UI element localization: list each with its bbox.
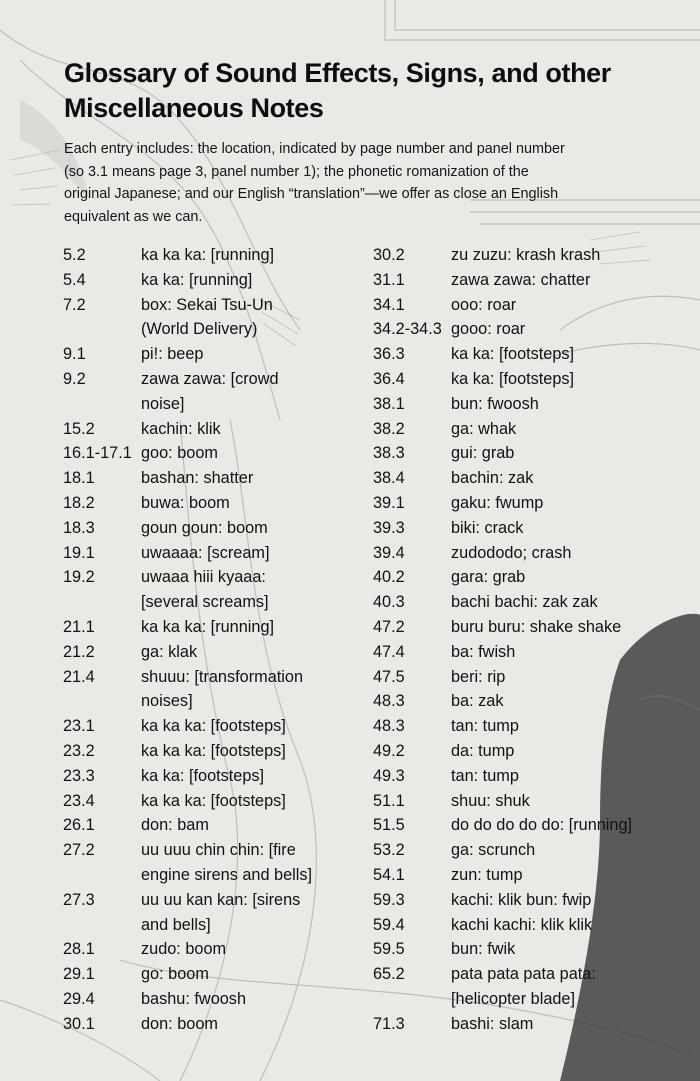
- entry-text: uu uu kan kan: [sirens: [141, 890, 301, 909]
- entry-text: ka ka ka: [footsteps]: [141, 717, 286, 736]
- entry-text: don: bam: [141, 816, 209, 835]
- entry-location: 51.1: [373, 791, 405, 810]
- entry-location: 47.2: [373, 617, 405, 636]
- glossary-entry: [63, 392, 353, 417]
- glossary-entry: [63, 863, 353, 888]
- entry-location: 5.4: [63, 270, 86, 289]
- glossary-entry: [63, 1012, 353, 1037]
- entry-location: [373, 987, 451, 1012]
- glossary-entry: [63, 789, 353, 814]
- glossary-entry: [373, 689, 693, 714]
- entry-location: [63, 392, 141, 417]
- glossary-entry: [63, 293, 353, 318]
- entry-text: tan: tump: [451, 717, 519, 736]
- glossary-entry: [63, 689, 353, 714]
- entry-text: ka ka ka: [footsteps]: [141, 791, 286, 810]
- entry-text: ba: zak: [451, 692, 504, 711]
- title-line: Glossary of Sound Effects, Signs, and other: [64, 58, 611, 88]
- glossary-entry: [63, 913, 353, 938]
- entry-text: ka ka: [footsteps]: [451, 345, 575, 364]
- glossary-entry: [373, 764, 693, 789]
- entry-text: buwa: boom: [141, 493, 230, 512]
- entry-text: ooo: roar: [451, 295, 517, 314]
- glossary-entry: [373, 590, 693, 615]
- entry-location: 38.4: [373, 469, 405, 488]
- entry-location: 26.1: [63, 816, 95, 835]
- glossary-entry: [373, 962, 693, 987]
- glossary-entry: [63, 665, 353, 690]
- glossary-entry: [63, 417, 353, 442]
- glossary-entry: [63, 466, 353, 491]
- entry-location: 48.3: [373, 717, 405, 736]
- entry-location: 21.2: [63, 642, 95, 661]
- entry-text: noise]: [141, 394, 185, 413]
- entry-text: uwaaa hiii kyaaa:: [141, 568, 266, 587]
- glossary-entry: [63, 516, 353, 541]
- glossary-entry: [373, 863, 693, 888]
- entry-location: 21.4: [63, 667, 95, 686]
- glossary-entry: [373, 615, 693, 640]
- entry-location: 23.2: [63, 741, 95, 760]
- entry-text: buru buru: shake shake: [451, 617, 622, 636]
- entry-location: 47.4: [373, 642, 405, 661]
- glossary-entry: [373, 665, 693, 690]
- glossary-entry: [373, 888, 693, 913]
- entry-text: zun: tump: [451, 865, 523, 884]
- entry-location: 40.2: [373, 568, 405, 587]
- glossary-entry: [63, 838, 353, 863]
- entry-text: zudo: boom: [141, 940, 227, 959]
- glossary-entry: [373, 565, 693, 590]
- intro-line: Each entry includes: the location, indicated by page number and panel number: [64, 141, 565, 157]
- entry-location: 65.2: [373, 965, 405, 984]
- entry-location: 53.2: [373, 841, 405, 860]
- entry-location: 30.1: [63, 1014, 95, 1033]
- glossary-entry: [63, 739, 353, 764]
- intro-line: original Japanese; and our English “translation”—we offer as close an English: [64, 186, 559, 202]
- entry-location: 16.1-17.1: [63, 444, 132, 463]
- glossary-entry: [373, 913, 693, 938]
- entry-text: beri: rip: [451, 667, 506, 686]
- entry-text: zawa zawa: chatter: [451, 270, 591, 289]
- glossary-entry: [63, 268, 353, 293]
- entry-location: 71.3: [373, 1014, 405, 1033]
- entry-location: 47.5: [373, 667, 405, 686]
- entry-text: zu zuzu: krash krash: [451, 246, 601, 264]
- glossary-entry: [63, 541, 353, 566]
- entry-text: gui: grab: [451, 444, 515, 463]
- entry-text: shuuu: [transformation: [141, 667, 303, 686]
- entry-location: 59.3: [373, 890, 405, 909]
- entry-location: 59.4: [373, 915, 405, 934]
- entry-text: ka ka: [footsteps]: [141, 766, 265, 785]
- entry-text: bashu: fwoosh: [141, 989, 246, 1008]
- entry-text: gooo: roar: [451, 320, 526, 339]
- glossary-entry: [63, 243, 353, 268]
- entry-text: zawa zawa: [crowd: [141, 369, 279, 388]
- glossary-entry: [373, 243, 693, 268]
- entry-text: (World Delivery): [141, 320, 258, 339]
- entry-location: 27.3: [63, 890, 95, 909]
- entry-text: [helicopter blade]: [451, 989, 576, 1008]
- glossary-entry: [63, 615, 353, 640]
- entry-text: engine sirens and bells]: [141, 865, 313, 884]
- entry-location: 19.1: [63, 543, 95, 562]
- entry-location: 38.1: [373, 394, 405, 413]
- entry-text: da: tump: [451, 741, 515, 760]
- entry-text: gaku: fwump: [451, 493, 544, 512]
- glossary-column-right: [373, 243, 693, 1037]
- entry-location: 49.2: [373, 741, 405, 760]
- glossary-entry: [63, 813, 353, 838]
- entry-location: 39.4: [373, 543, 405, 562]
- entry-text: bun: fwoosh: [451, 394, 539, 413]
- entry-location: 18.3: [63, 518, 95, 537]
- title-line: Miscellaneous Notes: [64, 93, 324, 123]
- entry-text: ka ka ka: [running]: [141, 617, 275, 636]
- entry-text: don: boom: [141, 1014, 218, 1033]
- entry-location: 39.3: [373, 518, 405, 537]
- entry-text: [several screams]: [141, 593, 269, 612]
- entry-location: 40.3: [373, 593, 405, 612]
- glossary-entry: [63, 640, 353, 665]
- entry-location: [63, 913, 141, 938]
- entry-location: 9.1: [63, 345, 86, 364]
- entry-text: ka ka: [running]: [141, 270, 253, 289]
- glossary-entry: [373, 491, 693, 516]
- intro-line: equivalent as we can.: [64, 208, 203, 225]
- entry-location: [63, 317, 141, 342]
- entry-text: ka ka ka: [running]: [141, 246, 275, 264]
- entry-location: 34.1: [373, 295, 405, 314]
- entry-text: pi!: beep: [141, 345, 204, 364]
- glossary-entry: [373, 367, 693, 392]
- glossary-entry: [63, 714, 353, 739]
- glossary-entry: [63, 987, 353, 1012]
- entry-text: pata pata pata pata:: [451, 965, 596, 984]
- glossary-entry: [63, 367, 353, 392]
- entry-text: ka ka ka: [footsteps]: [141, 741, 286, 760]
- entry-text: noises]: [141, 692, 193, 711]
- glossary-column-left: [63, 243, 353, 1037]
- entry-location: 34.2-34.3: [373, 320, 442, 339]
- entry-text: bashi: slam: [451, 1014, 534, 1033]
- glossary-entry: [373, 838, 693, 863]
- glossary-entry: [373, 417, 693, 442]
- entry-text: ba: fwish: [451, 642, 516, 661]
- entry-location: 48.3: [373, 692, 405, 711]
- page-title: [64, 56, 684, 126]
- entry-location: 23.1: [63, 717, 95, 736]
- glossary-entry: [63, 937, 353, 962]
- glossary-entry: [373, 987, 693, 1012]
- entry-location: [63, 863, 141, 888]
- entry-text: gara: grab: [451, 568, 526, 587]
- entry-location: [63, 590, 141, 615]
- glossary-entry: [63, 441, 353, 466]
- entry-location: 28.1: [63, 940, 95, 959]
- entry-location: 23.4: [63, 791, 95, 810]
- entry-text: bun: fwik: [451, 940, 516, 959]
- entry-location: 7.2: [63, 295, 86, 314]
- entry-text: box: Sekai Tsu-Un: [141, 295, 273, 314]
- entry-text: uu uuu chin chin: [fire: [141, 841, 296, 860]
- glossary-entry: [373, 441, 693, 466]
- glossary-entry: [63, 888, 353, 913]
- entry-location: 29.4: [63, 989, 95, 1008]
- entry-location: [63, 689, 141, 714]
- glossary-entry: [373, 739, 693, 764]
- entry-text: tan: tump: [451, 766, 519, 785]
- entry-text: goo: boom: [141, 444, 218, 463]
- glossary-entry: [373, 342, 693, 367]
- glossary-entry: [63, 590, 353, 615]
- glossary-entry: [373, 1012, 693, 1037]
- glossary-entry: [373, 937, 693, 962]
- entry-location: 36.3: [373, 345, 405, 364]
- entry-location: 31.1: [373, 270, 405, 289]
- entry-location: 54.1: [373, 865, 405, 884]
- glossary-entry: [373, 268, 693, 293]
- entry-location: 38.3: [373, 444, 405, 463]
- entry-text: goun goun: boom: [141, 518, 268, 537]
- glossary-entry: [63, 962, 353, 987]
- glossary-entry: [373, 714, 693, 739]
- entry-text: kachin: klik: [141, 419, 221, 438]
- entry-text: kachi: klik bun: fwip: [451, 890, 592, 909]
- entry-location: 51.5: [373, 816, 405, 835]
- entry-location: 39.1: [373, 493, 405, 512]
- glossary-entry: [373, 789, 693, 814]
- entry-text: bachin: zak: [451, 469, 534, 488]
- glossary-entry: [373, 392, 693, 417]
- glossary-entry: [373, 293, 693, 318]
- entry-location: 18.2: [63, 493, 95, 512]
- entry-text: ka ka: [footsteps]: [451, 369, 575, 388]
- entry-text: zudododo; crash: [451, 543, 572, 562]
- entry-text: kachi kachi: klik klik: [451, 915, 593, 934]
- entry-location: 29.1: [63, 965, 95, 984]
- glossary-entry: [373, 516, 693, 541]
- glossary-entry: [63, 317, 353, 342]
- glossary-entry: [373, 317, 693, 342]
- entry-text: bachi bachi: zak zak: [451, 593, 598, 612]
- entry-location: 49.3: [373, 766, 405, 785]
- intro-paragraph: [64, 138, 664, 228]
- entry-text: do do do do do: [running]: [451, 816, 633, 835]
- entry-text: go: boom: [141, 965, 209, 984]
- entry-text: uwaaaa: [scream]: [141, 543, 270, 562]
- glossary-entry: [373, 466, 693, 491]
- glossary-entry: [373, 813, 693, 838]
- entry-text: bashan: shatter: [141, 469, 254, 488]
- glossary-entry: [373, 640, 693, 665]
- entry-location: 5.2: [63, 246, 86, 264]
- entry-location: 18.1: [63, 469, 95, 488]
- entry-text: shuu: shuk: [451, 791, 530, 810]
- entry-location: 38.2: [373, 419, 405, 438]
- entry-text: biki: crack: [451, 518, 524, 537]
- entry-location: 23.3: [63, 766, 95, 785]
- entry-text: ga: whak: [451, 419, 517, 438]
- entry-location: 21.1: [63, 617, 95, 636]
- glossary-entry: [373, 541, 693, 566]
- entry-location: 59.5: [373, 940, 405, 959]
- entry-location: 15.2: [63, 419, 95, 438]
- entry-location: 9.2: [63, 369, 86, 388]
- entry-location: 36.4: [373, 369, 405, 388]
- entry-location: 30.2: [373, 246, 405, 264]
- entry-location: 27.2: [63, 841, 95, 860]
- glossary-entry: [63, 342, 353, 367]
- intro-line: (so 3.1 means page 3, panel number 1); the phonetic romanization of the: [64, 163, 529, 180]
- entry-text: ga: klak: [141, 642, 198, 661]
- entry-text: ga: scrunch: [451, 841, 536, 860]
- glossary-entry: [63, 565, 353, 590]
- glossary-entry: [63, 491, 353, 516]
- entry-location: 19.2: [63, 568, 95, 587]
- glossary-entry: [63, 764, 353, 789]
- entry-text: and bells]: [141, 915, 211, 934]
